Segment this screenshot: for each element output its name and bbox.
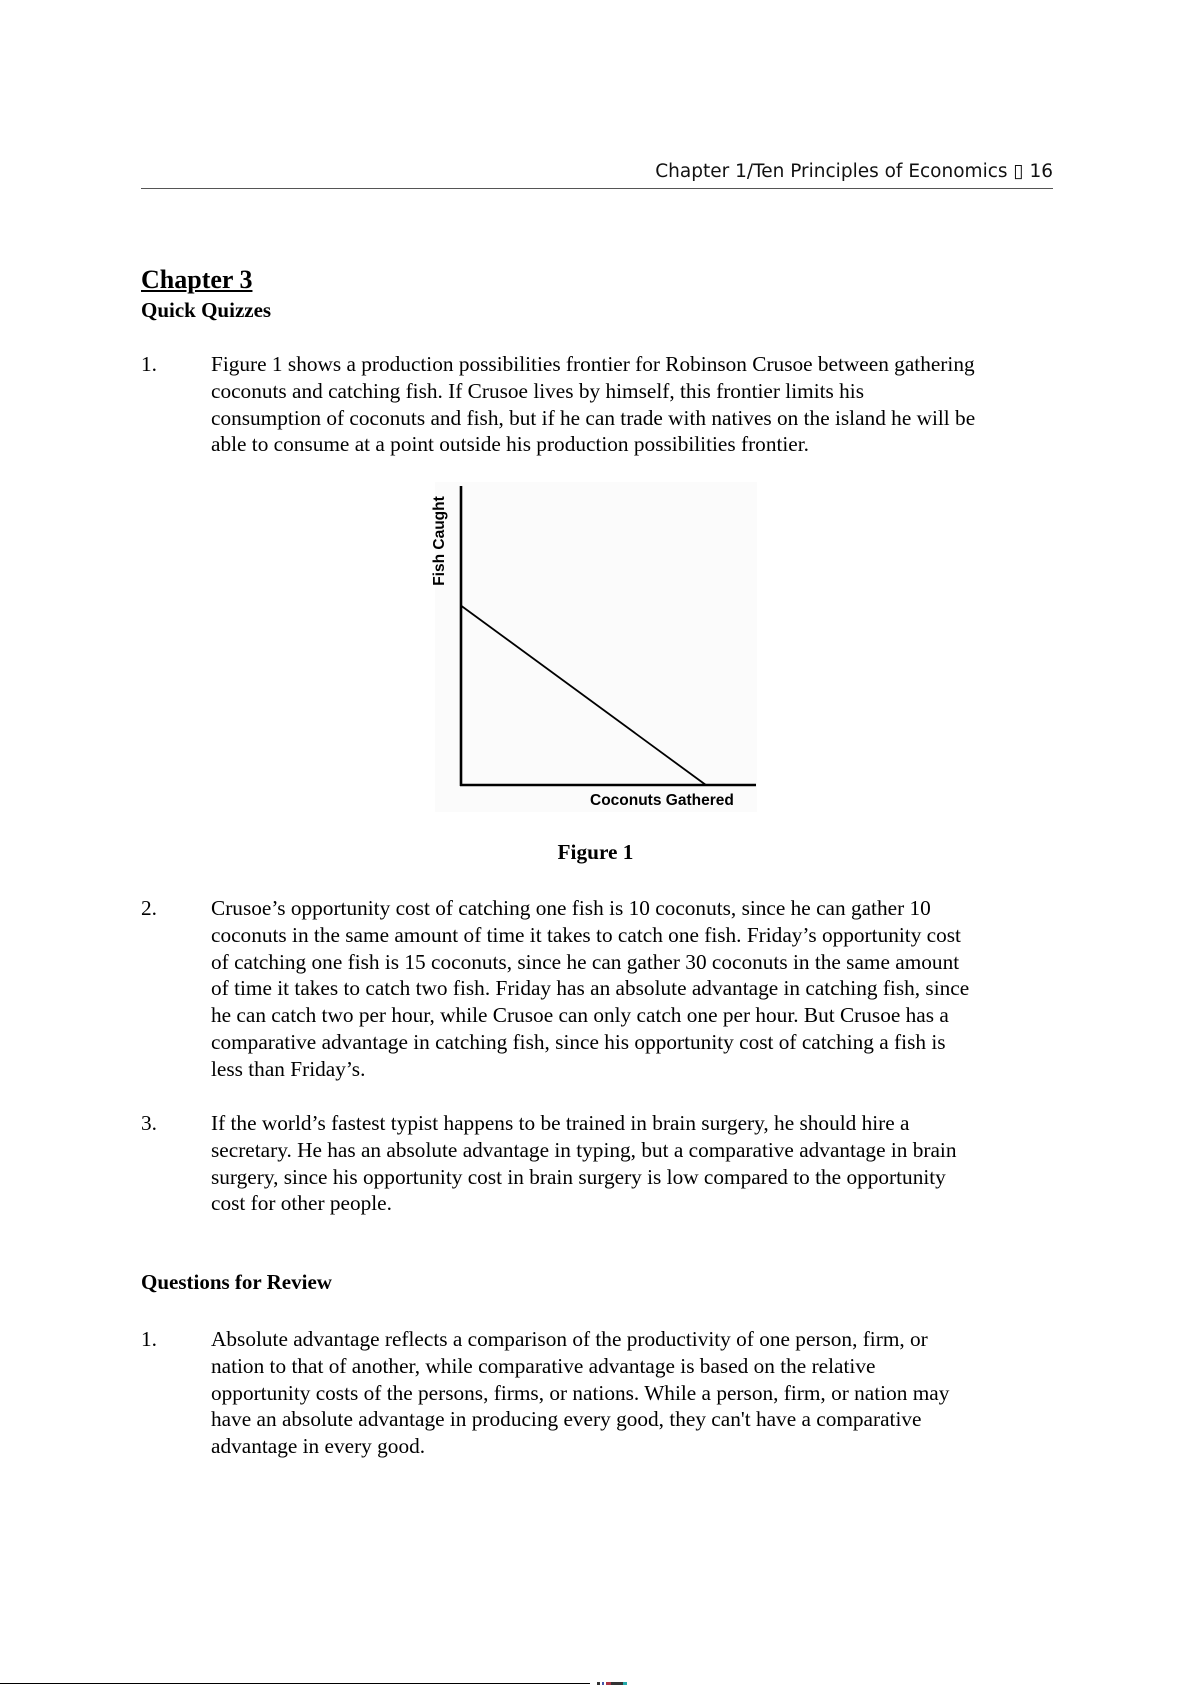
text-line: able to consume at a point outside his production possibilities frontier. (211, 432, 809, 457)
item-text (211, 895, 1061, 1083)
ppf-figure (435, 482, 757, 812)
text-line: coconuts and catching fish. If Crusoe lives by himself, this frontier limits his (211, 378, 864, 403)
ppf-chart (435, 482, 757, 812)
text-line: comparative advantage in catching fish, since his opportunity cost of catching a fish is (211, 1029, 946, 1054)
text-line: consumption of coconuts and fish, but if he can trade with natives on the island he will be (211, 405, 976, 430)
series-layer (461, 606, 706, 785)
item-number: 3. (141, 1111, 157, 1135)
quick-quizzes-heading: Quick Quizzes (141, 298, 272, 322)
text-line: cost for other people. (211, 1191, 392, 1216)
item-number: 1. (141, 352, 157, 376)
quiz-item (141, 351, 1061, 458)
text-line: secretary. He has an absolute advantage in typing, but a comparative advantage in brain (211, 1137, 957, 1162)
footer-rule (0, 1683, 590, 1684)
y-axis-label-text: Fish Caught (431, 496, 448, 586)
chapter-title: Chapter 3 (141, 265, 253, 294)
text-line: of catching one fish is 15 coconuts, since he can gather 30 coconuts in the same amount (211, 949, 960, 974)
item-number: 2. (141, 896, 157, 920)
text-line: If the world’s fastest typist happens to be trained in brain surgery, he should hire a (211, 1111, 910, 1135)
text-line: opportunity costs of the persons, firms, or nations. While a person, firm, or nation may (211, 1380, 950, 1405)
text-line: Crusoe’s opportunity cost of catching one fish is 10 coconuts, since he can gather 10 (211, 896, 931, 920)
questions-for-review-heading: Questions for Review (141, 1270, 332, 1294)
quiz-item (141, 1110, 1061, 1217)
text-line: Figure 1 shows a production possibilities frontier for Robinson Crusoe between gathering (211, 352, 975, 376)
text-line: nation to that of another, while comparative advantage is based on the relative (211, 1353, 876, 1378)
item-text (211, 1326, 1061, 1460)
text-line: he can catch two per hour, while Crusoe can only catch one per hour. But Crusoe has a (211, 1003, 949, 1028)
running-header: Chapter 1/Ten Principles of Economics ▯ 16 (655, 161, 1053, 182)
text-line: surgery, since his opportunity cost in brain surgery is low compared to the opportunity (211, 1164, 946, 1189)
text-line: coconuts in the same amount of time it takes to catch one fish. Friday’s opportunity cost (211, 922, 961, 947)
quiz-item (141, 895, 1061, 1083)
header-rule (141, 188, 1053, 189)
text-line: less than Friday’s. (211, 1056, 366, 1081)
x-axis-label: Coconuts Gathered (590, 792, 734, 809)
text-line: advantage in every good. (211, 1434, 426, 1459)
text-line: of time it takes to catch two fish. Friday has an absolute advantage in catching fish, since (211, 976, 970, 1001)
y-axis-label (429, 489, 451, 593)
item-text (211, 351, 1061, 458)
item-text (211, 1110, 1061, 1217)
figure-caption: Figure 1 (557, 840, 634, 864)
ppf-line (461, 606, 706, 785)
text-line: Absolute advantage reflects a comparison of the productivity of one person, firm, or (211, 1327, 928, 1351)
text-line: have an absolute advantage in producing every good, they can't have a comparative (211, 1407, 922, 1432)
review-item (141, 1326, 1061, 1460)
item-number: 1. (141, 1327, 157, 1351)
